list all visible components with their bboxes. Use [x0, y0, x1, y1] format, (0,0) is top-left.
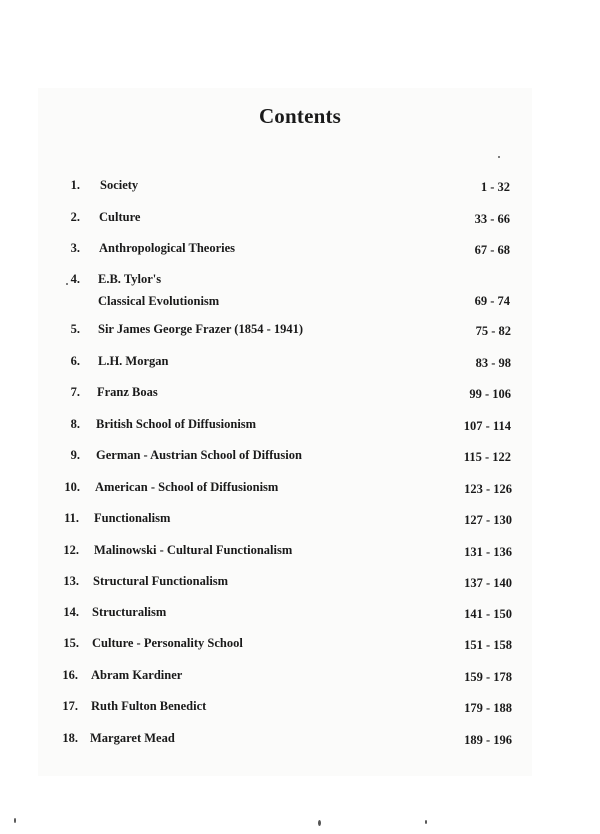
entry-number: 7. [70, 385, 80, 399]
entry-title-line2: Classical Evolutionism [98, 294, 220, 308]
entry-number: 10. [64, 480, 80, 494]
entry-number: 16. [62, 668, 78, 682]
entry-title: Malinowski - Cultural Functionalism [94, 543, 293, 557]
entry-number: 17. [62, 699, 78, 713]
entry-page-range: 159 - 178 [464, 670, 512, 684]
entry-title: Ruth Fulton Benedict [91, 699, 207, 713]
entry-page-range: 151 - 158 [464, 638, 512, 652]
entry-page-range: 69 - 74 [474, 294, 510, 308]
entry-number: 2. [70, 210, 80, 224]
entry-number: 6. [70, 354, 80, 368]
scan-speck [425, 820, 427, 824]
entry-page-range: 107 - 114 [463, 419, 511, 433]
entry-title: E.B. Tylor's [98, 272, 162, 286]
entry-title: Sir James George Frazer (1854 - 1941) [98, 322, 304, 336]
entry-title: Structuralism [92, 605, 167, 619]
page-title: Contents [258, 104, 342, 128]
entry-title: German - Austrian School of Diffusion [96, 448, 302, 462]
scan-speck [14, 818, 16, 823]
entry-page-range: 115 - 122 [463, 450, 511, 464]
entry-page-range: 33 - 66 [474, 212, 510, 226]
entry-number: 4. [70, 272, 80, 286]
entry-page-range: 75 - 82 [475, 324, 511, 338]
entry-title: Margaret Mead [90, 731, 175, 745]
entry-title: Culture - Personality School [92, 636, 243, 650]
entry-title: Culture [99, 210, 141, 224]
entry-number: 11. [64, 511, 79, 525]
entry-number: 1. [70, 178, 80, 192]
entry-title: Functionalism [94, 511, 171, 525]
scan-speck [318, 820, 321, 826]
entry-title: Abram Kardiner [91, 668, 183, 682]
entry-title: American - School of Diffusionism [95, 480, 279, 494]
entry-page-range: 83 - 98 [475, 356, 511, 370]
entry-page-range: 123 - 126 [464, 482, 512, 496]
entry-title: Anthropological Theories [99, 241, 236, 255]
entry-page-range: 179 - 188 [464, 701, 512, 715]
entry-number: 15. [63, 636, 79, 650]
entry-number: 8. [70, 417, 80, 431]
entry-number: 12. [63, 543, 79, 557]
entry-title: British School of Diffusionism [96, 417, 257, 431]
entry-page-range: 99 - 106 [469, 387, 511, 401]
entry-title: L.H. Morgan [98, 354, 169, 368]
entry-number: 13. [63, 574, 79, 588]
entry-number: 18. [62, 731, 78, 745]
entry-page-range: 127 - 130 [464, 513, 512, 527]
entry-number: 9. [70, 448, 80, 462]
entry-number: 3. [70, 241, 80, 255]
entry-page-range: 1 - 32 [480, 180, 510, 194]
entry-title: Society [100, 178, 139, 192]
entry-page-range: 67 - 68 [474, 243, 510, 257]
entry-page-range: 131 - 136 [464, 545, 512, 559]
entry-number: 14. [63, 605, 79, 619]
entry-page-range: 141 - 150 [464, 607, 512, 621]
entry-title: Franz Boas [97, 385, 158, 399]
entry-title: Structural Functionalism [93, 574, 229, 588]
entry-page-range: 189 - 196 [464, 733, 512, 747]
entry-page-range: 137 - 140 [464, 576, 512, 590]
scan-speck [498, 156, 500, 158]
scan-speck [66, 283, 68, 285]
entry-number: 5. [70, 322, 80, 336]
